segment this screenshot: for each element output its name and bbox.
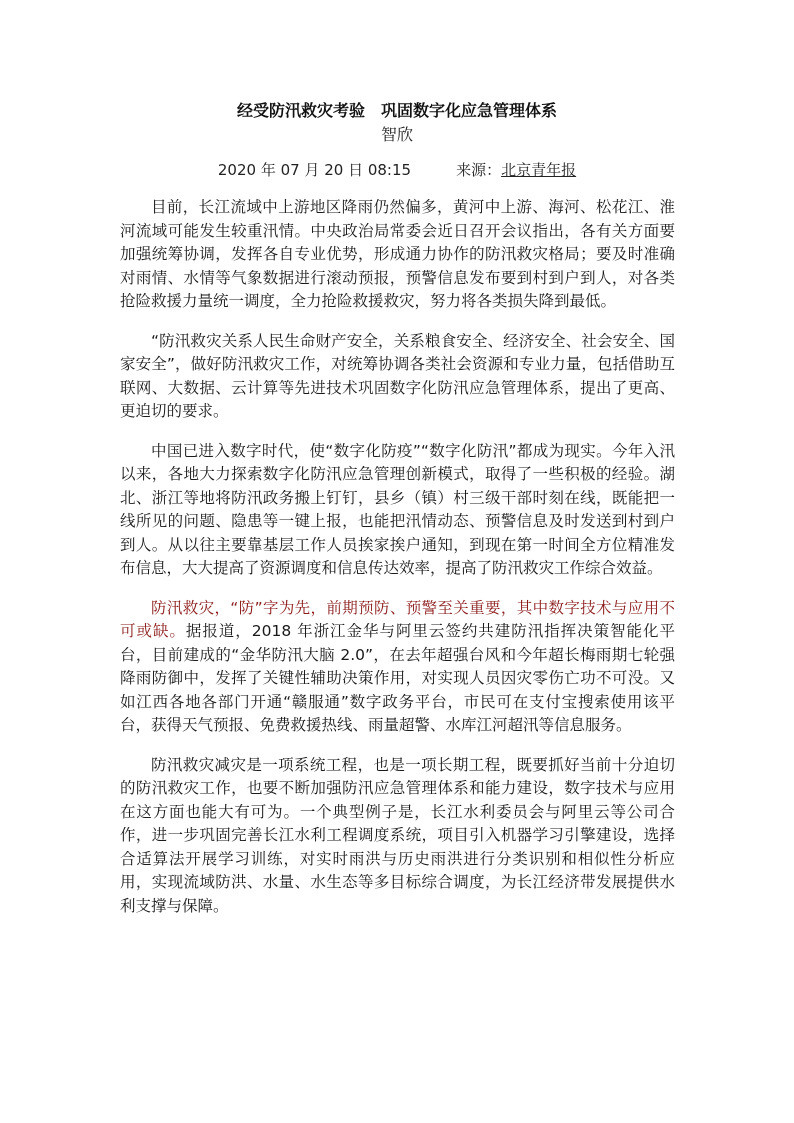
article-meta	[0, 159, 794, 181]
paragraph-text: “防汛救灾关系人民生命财产安全，关系粮食安全、经济安全、社会安全、国家安全”，做好防汛救灾工作，对统筹协调各类社会资源和专业力量，包括借助互联网、大数据、云计算等先进技术巩固数字化防汛应急管理体系，提出了更高、更迫切的要求。	[120, 331, 675, 420]
source-label: 来源：	[456, 161, 502, 179]
paragraph-text: 据报道，2018 年浙江金华与阿里云签约共建防汛指挥决策智能化平台，目前建成的“金华防汛大脑 2.0”，在去年超强台风和今年超长梅雨期七轮强降雨防御中，发挥了关键性辅助决策作用，对实现人员因灾零伤亡功不可没。又如江西各地各部门开通“赣服通”数字政务平台，市民可在支付宝搜索使用该平台，获得天气预报、免费救援热线、雨量超警、水库江河超汛等信息服务。	[120, 622, 675, 734]
paragraph-3	[120, 440, 675, 581]
paragraph-5	[120, 754, 675, 919]
article-title: 经受防汛救灾考验 巩固数字化应急管理体系	[236, 101, 557, 120]
paragraph-1	[120, 196, 675, 314]
paragraph-text: 目前，长江流域中上游地区降雨仍然偏多，黄河中上游、海河、松花江、淮河流域可能发生较重汛情。中央政治局常委会近日召开会议指出，各有关方面要加强统筹协调，发挥各自专业优势，形成通力协作的防汛救灾格局；要及时准确对雨情、水情等气象数据进行滚动预报，预警信息发布要到村到户到人，对各类抢险救援力量统一调度，全力抢险救援救灾，努力将各类损失降到最低。	[120, 198, 675, 310]
highlighted-sentence: 防汛救灾，“防”字为先，前期预防、预警至关重要，其中数字技术与应用不可或缺。	[120, 598, 675, 640]
publish-date: 2020 年 07 月 20 日 08:15	[217, 161, 412, 179]
paragraph-4	[120, 597, 675, 738]
article-body	[120, 196, 675, 934]
paragraph-text: 中国已进入数字时代，使“数字化防疫”“数字化防汛”都成为现实。今年入汛以来，各地大力探索数字化防汛应急管理创新模式，取得了一些积极的经验。湖北、浙江等地将防汛政务搬上钉钉，县乡（镇）村三级干部时刻在线，既能把一线所见的问题、隐患等一键上报，也能把汛情动态、预警信息及时发送到村到户到人。从以往主要靠基层工作人员挨家挨户通知，到现在第一时间全方位精准发布信息，大大提高了资源调度和信息传达效率，提高了防汛救灾工作综合效益。	[120, 441, 675, 577]
article-author: 智欣	[380, 125, 413, 144]
source-link[interactable]: 北京青年报	[501, 161, 577, 179]
paragraph-2	[120, 330, 675, 424]
paragraph-text: 防汛救灾减灾是一项系统工程，也是一项长期工程，既要抓好当前十分迫切的防汛救灾工作，也要不断加强防汛应急管理体系和能力建设，数字技术与应用在这方面也能大有可为。一个典型例子是，长江水利委员会与阿里云等公司合作，进一步巩固完善长江水利工程调度系统，项目引入机器学习引擎建设，选择合适算法开展学习训练，对实时雨洪与历史雨洪进行分类识别和相似性分析应用，实现流域防洪、水量、水生态等多目标综合调度，为长江经济带发展提供水利支撑与保障。	[120, 755, 675, 915]
